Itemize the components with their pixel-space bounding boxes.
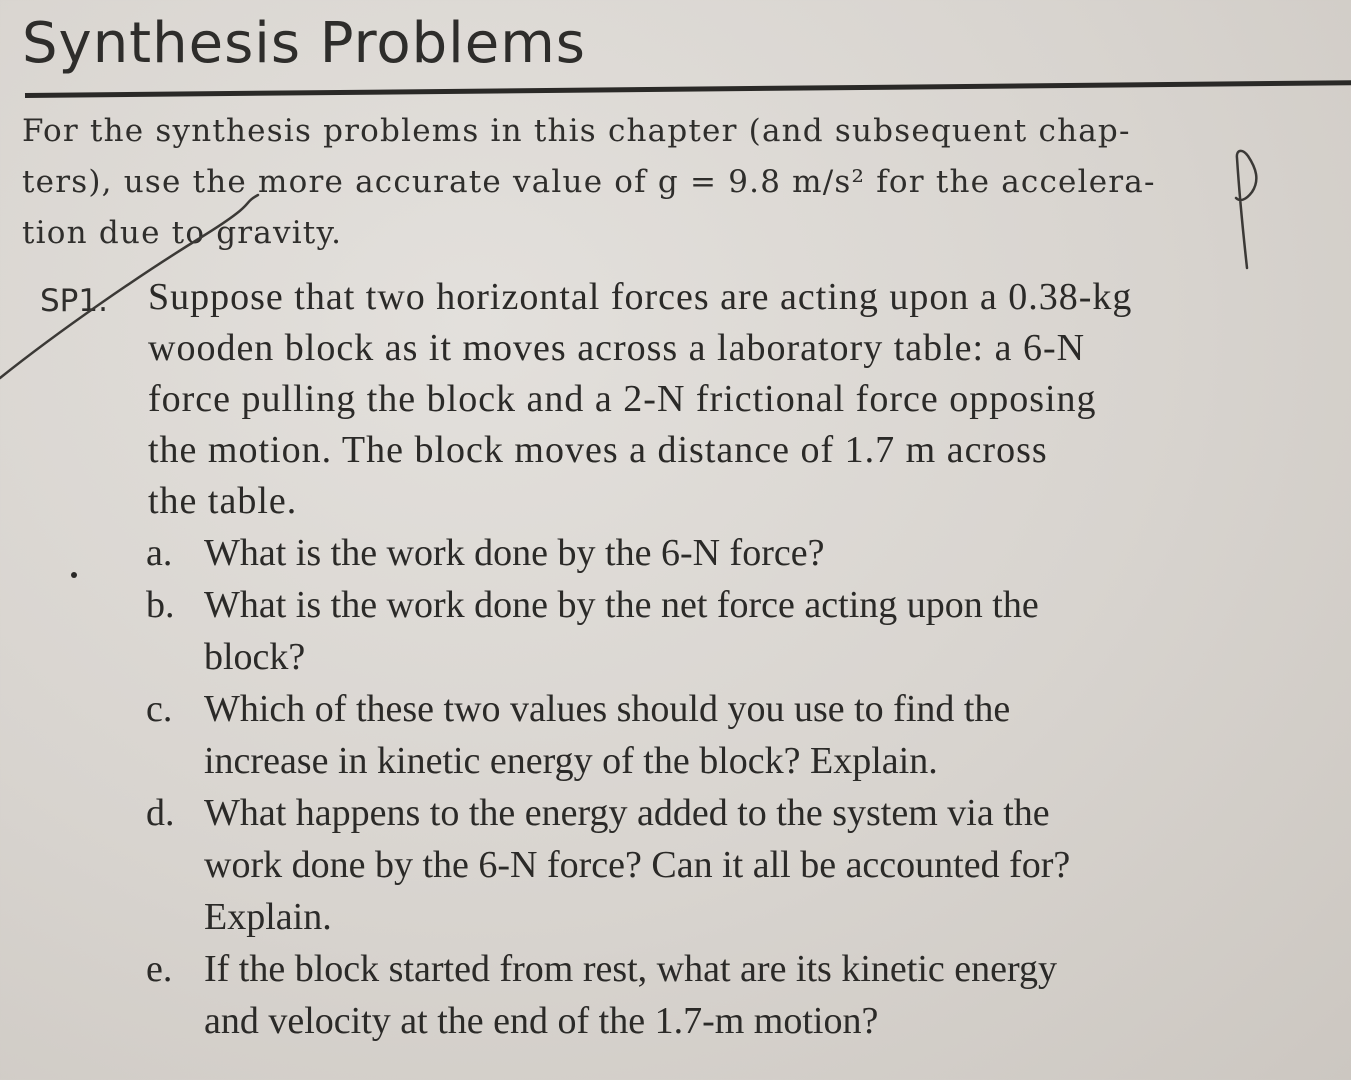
intro-paragraph — [22, 106, 1212, 259]
part-line: If the block started from rest, what are its kinetic energy — [204, 948, 1057, 990]
part-line: and velocity at the end of the 1.7-m motion? — [204, 1000, 879, 1042]
pen-handwritten-mark — [1236, 151, 1256, 268]
stem-line: the table. — [148, 480, 298, 522]
problem-parts-list — [146, 527, 1256, 1047]
intro-line: ters), use the more accurate value of g = 9.8 m/s² for the accelera- — [22, 164, 1156, 200]
ink-dot — [71, 572, 77, 578]
part-line: work done by the 6-N force? Can it all be accounted for? — [204, 844, 1071, 886]
part-letter: c. — [146, 688, 173, 730]
part-line: What happens to the energy added to the system via the — [204, 792, 1050, 834]
problem-number: SP1. — [40, 283, 108, 319]
part-letter: a. — [146, 532, 173, 574]
part-letter: d. — [146, 792, 175, 834]
title-rule — [25, 80, 1351, 98]
part-line: increase in kinetic energy of the block? Explain. — [204, 740, 938, 782]
part-line: Explain. — [204, 896, 332, 938]
stem-line: the motion. The block moves a distance of 1.7 m across — [148, 429, 1048, 471]
stem-line: Suppose that two horizontal forces are acting upon a 0.38-kg — [148, 276, 1133, 318]
part-letter: e. — [146, 948, 173, 990]
problem-part-b — [146, 579, 1256, 683]
intro-line: For the synthesis problems in this chapter (and subsequent chap- — [22, 113, 1131, 149]
part-line: What is the work done by the 6-N force? — [204, 532, 825, 574]
problem-part-e — [146, 943, 1256, 1047]
problem-part-d — [146, 787, 1256, 943]
part-letter: b. — [146, 584, 175, 626]
part-line: Which of these two values should you use to find the — [204, 688, 1011, 730]
problem-stem — [148, 272, 1208, 527]
section-title: Synthesis Problems — [22, 11, 586, 76]
problem-part-a — [146, 527, 1256, 579]
stem-line: wooden block as it moves across a laboratory table: a 6-N — [148, 327, 1086, 369]
stem-line: force pulling the block and a 2-N frictional force opposing — [148, 378, 1097, 420]
part-line: block? — [204, 636, 306, 678]
intro-line: tion due to gravity. — [22, 215, 343, 251]
problem-part-c — [146, 683, 1256, 787]
part-line: What is the work done by the net force acting upon the — [204, 584, 1039, 626]
